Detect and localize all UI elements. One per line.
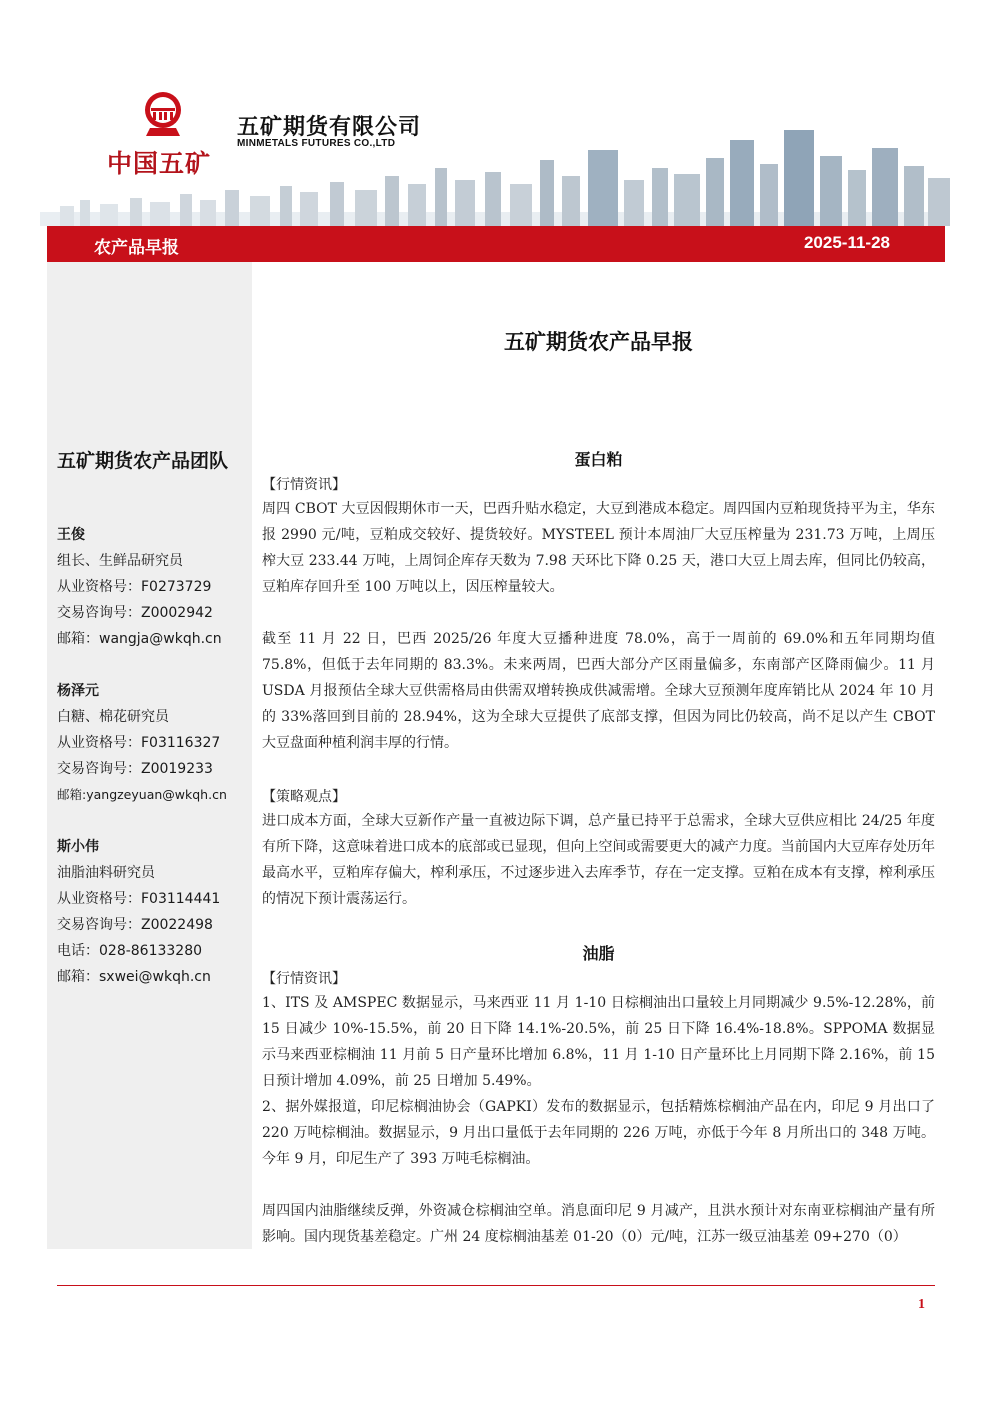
team-sidebar	[47, 262, 252, 1249]
member-consult-id: 交易咨询号：Z0002942	[57, 605, 213, 621]
member-role: 油脂油料研究员	[57, 865, 155, 881]
report-type-label: 农产品早报	[94, 238, 179, 258]
strategy-view-tag: 【策略观点】	[262, 789, 346, 805]
team-title: 五矿期货农产品团队	[57, 450, 229, 472]
oils-domestic-paragraph: 周四国内油脂继续反弹，外资减仓棕榈油空单。消息面印尼 9 月减产，且洪水预计对东南亚棕榈油产量有所影响。国内现货基差稳定。广州 24 度棕榈油基差 01-20（0）元/吨，江苏一级豆油基差 09+270（0）	[262, 1203, 935, 1245]
member-name: 王俊	[57, 527, 85, 543]
footer-divider	[57, 1285, 935, 1286]
report-title-bar	[47, 226, 945, 262]
member-email: 邮箱:yangzeyuan@wkqh.cn	[57, 787, 227, 802]
section-heading-oils: 油脂	[582, 944, 615, 963]
china-minmetals-logo-text: 中国五矿	[107, 149, 212, 178]
team-member-wangjun	[57, 522, 252, 652]
protein-meal-brazil-paragraph: 截至 11 月 22 日，巴西 2025/26 年度大豆播种进度 78.0%，高于一周前的 69.0%和五年同期均值 75.8%，但低于去年同期的 83.3%。未来两周，巴西大部分产区雨量偏多，东南部产区降雨偏少。11 月 USDA 月报预估全球大豆供需格局由供需双增转换成供减需增。全球大豆预测年度库销比从 2024 年 10 月的 33%落回到目前的 28.94%，这为全球大豆提供了底部支撑，但因为同比仍较高，尚不足以产生 CBOT 大豆盘面种植利润丰厚的行情。	[262, 631, 935, 751]
member-name: 斯小伟	[57, 839, 99, 855]
company-name-en: MINMETALS FUTURES CO.,LTD	[237, 138, 396, 149]
oils-indonesia-paragraph: 2、据外媒报道，印尼棕榈油协会（GAPKI）发布的数据显示，包括精炼棕榈油产品在内，印尼 9 月出口了 220 万吨棕榈油。数据显示，9 月出口量低于去年同期的 226 万吨，亦低于今年 8 月所出口的 348 万吨。今年 9 月，印尼生产了 393 万吨毛棕榈油。	[262, 1099, 935, 1167]
member-consult-id: 交易咨询号：Z0022498	[57, 917, 213, 933]
report-main-title: 五矿期货农产品早报	[504, 330, 693, 354]
page-number: 1	[918, 1297, 925, 1312]
member-license: 从业资格号：F03114441	[57, 891, 221, 907]
company-name-cn: 五矿期货有限公司	[237, 115, 422, 140]
member-role: 组长、生鲜品研究员	[57, 553, 183, 569]
page-header	[0, 0, 992, 226]
market-news-tag: 【行情资讯】	[262, 971, 346, 987]
report-date: 2025-11-28	[803, 233, 890, 252]
member-role: 白糖、棉花研究员	[57, 709, 169, 725]
member-license: 从业资格号：F0273729	[57, 579, 212, 595]
market-news-tag: 【行情资讯】	[262, 477, 346, 493]
member-email: 邮箱：sxwei@wkqh.cn	[57, 969, 211, 985]
member-consult-id: 交易咨询号：Z0019233	[57, 761, 213, 777]
protein-meal-strategy-paragraph: 进口成本方面，全球大豆新作产量一直被边际下调，总产量已持平于总需求，全球大豆供应相比 24/25 年度有所下降，这意味着进口成本的底部或已显现，但向上空间或需要更大的减产力度。当前国内大豆库存处历年最高水平，豆粕库存偏大，榨利承压，不过逐步进入去库季节，存在一定支撑。豆粕在成本有支撑，榨利承压的情况下预计震荡运行。	[262, 813, 935, 907]
section-heading-protein-meal: 蛋白粕	[574, 450, 623, 469]
protein-meal-news-paragraph: 周四 CBOT 大豆因假期休市一天，巴西升贴水稳定，大豆到港成本稳定。周四国内豆粕现货持平为主，华东报 2990 元/吨，豆粕成交较好、提货较好。MYSTEEL 预计本周油厂大豆压榨量为 231.73 万吨，上周压榨大豆 233.44 万吨，上周饲企库存天数为 7.98 天环比下降 0.25 天，港口大豆上周去库，但同比仍较高，豆粕库存回升至 100 万吨以上，因压榨量较大。	[262, 501, 935, 595]
china-minmetals-emblem-icon	[138, 90, 188, 138]
oils-export-paragraph: 1、ITS 及 AMSPEC 数据显示，马来西亚 11 月 1-10 日棕榈油出口量较上月同期减少 9.5%-12.28%，前 15 日减少 10%-15.5%，前 20 日下降 14.1%-20.5%，前 25 日下降 16.4%-18.8%。SPPOMA 数据显示马来西亚棕榈油 11 月前 5 日产量环比增加 6.8%，11 月 1-10 日产量环比上月同期下降 2.16%，前 15 日预计增加 4.09%，前 25 日增加 5.49%。	[262, 995, 935, 1089]
member-phone: 电话：028-86133280	[57, 943, 203, 959]
team-member-sixiaowei	[57, 834, 252, 990]
member-license: 从业资格号：F03116327	[57, 735, 221, 751]
member-name: 杨泽元	[57, 683, 99, 699]
team-member-yangzeyuan	[57, 678, 252, 808]
member-email: 邮箱：wangja@wkqh.cn	[57, 631, 222, 647]
